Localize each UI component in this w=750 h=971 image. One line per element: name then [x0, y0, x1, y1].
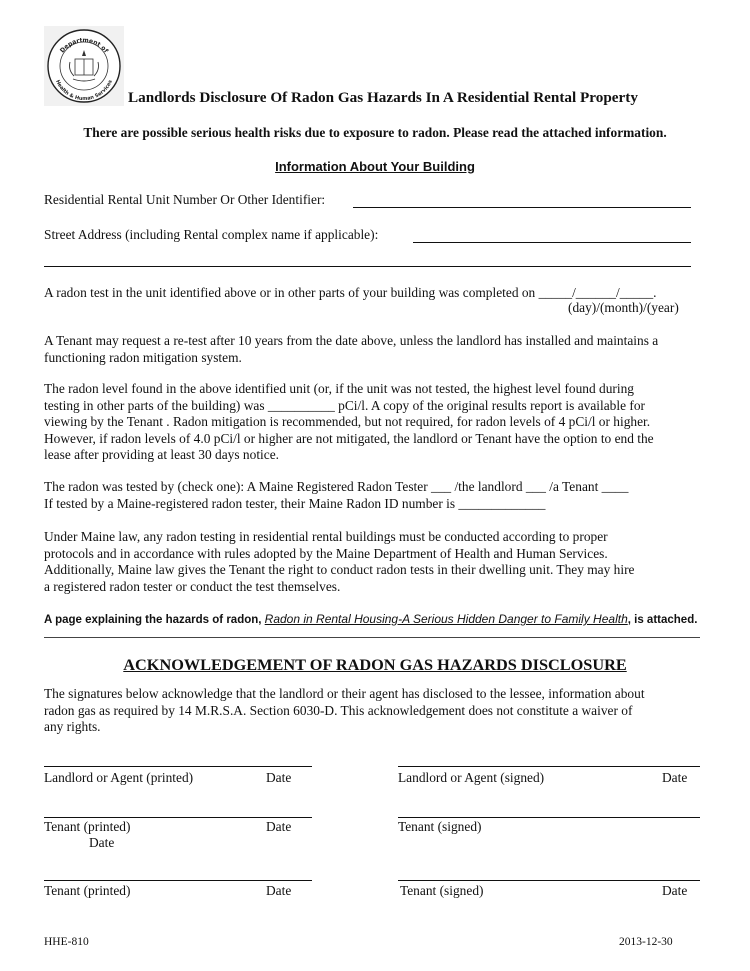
unit-input-line[interactable]	[353, 192, 691, 208]
landlord-printed-date: Date	[266, 770, 292, 785]
tenant2-printed-date: Date	[266, 883, 292, 898]
section-divider	[44, 637, 700, 638]
ack-line-2: radon gas as required by 14 M.R.S.A. Section 6030-D. This acknowledgement does not constitute a waiver of	[44, 702, 633, 718]
ack-line-1: The signatures below acknowledge that the landlord or their agent has disclosed to the lessee, information about	[44, 686, 645, 701]
tenant1-extra-date: Date	[89, 835, 115, 850]
law-line-2: protocols and in accordance with rules adopted by the Maine Department of Health and Human Services.	[44, 545, 608, 561]
maine-law-paragraph	[44, 529, 634, 595]
retest-line-2: functioning radon mitigation system.	[44, 349, 242, 365]
tenant1-signed-label: Tenant (signed)	[398, 819, 482, 834]
tenant1-printed-line[interactable]	[44, 803, 312, 818]
level-line-5: lease after providing at least 30 days notice.	[44, 447, 279, 462]
landlord-signed-label: Landlord or Agent (signed)	[398, 770, 545, 785]
law-line-3: Additionally, Maine law gives the Tenant the right to conduct radon tests in their dwelling unit. They may hire	[44, 562, 635, 577]
retest-line-1: A Tenant may request a re-test after 10 years from the date above, unless the landlord has installed and maintains a	[44, 333, 659, 348]
landlord-signed-line[interactable]	[398, 752, 700, 767]
dhhs-seal	[44, 26, 124, 106]
address-input-line-2[interactable]	[44, 251, 691, 267]
law-line-4: a registered radon tester or conduct the test themselves.	[44, 578, 341, 594]
ack-heading: ACKNOWLEDGEMENT OF RADON GAS HAZARDS DISCLOSURE	[123, 655, 627, 674]
ack-line-3: any rights.	[44, 719, 101, 734]
svg-text:Department of: Department of	[58, 36, 110, 55]
attachment-suffix: , is attached.	[627, 614, 698, 626]
level-line-2: testing in other parts of the building) was __________ pCi/l. A copy of the original results report is available for	[44, 397, 645, 413]
tested-by-line-1: The radon was tested by (check one): A Maine Registered Radon Tester ___ /the landlord ___ /a Tenant ____	[44, 479, 629, 494]
ack-paragraph	[44, 686, 645, 736]
tenant2-printed-label: Tenant (printed)	[44, 883, 131, 898]
tested-by-paragraph	[44, 479, 628, 512]
level-line-4: However, if radon levels of 4.0 pCi/l or higher are not mitigated, the landlord or Tenant have the option to end the	[44, 430, 654, 446]
landlord-printed-line[interactable]	[44, 752, 312, 767]
level-line-3: viewing by the Tenant . Radon mitigation is recommended, but not required, for radon levels of 4 pCi/l or higher.	[44, 414, 651, 429]
form-title: Landlords Disclosure Of Radon Gas Hazards In A Residential Rental Property	[128, 89, 638, 106]
law-line-1: Under Maine law, any radon testing in residential rental buildings must be conducted according to proper	[44, 529, 608, 544]
tenant2-signed-date: Date	[662, 883, 688, 898]
test-date-format: (day)/(month)/(year)	[568, 300, 679, 315]
address-input-line[interactable]	[413, 227, 691, 243]
level-line-1: The radon level found in the above identified unit (or, if the unit was not tested, the highest level found during	[44, 381, 634, 396]
tenant2-printed-line[interactable]	[44, 866, 312, 881]
address-label: Street Address (including Rental complex name if applicable):	[44, 227, 379, 242]
tenant1-printed-date: Date	[266, 819, 292, 834]
tested-by-line-2: If tested by a Maine-registered radon tester, their Maine Radon ID number is _____________	[44, 495, 546, 511]
attachment-note	[44, 612, 697, 626]
landlord-signed-date: Date	[662, 770, 688, 785]
unit-label: Residential Rental Unit Number Or Other Identifier:	[44, 192, 326, 207]
revision-date: 2013-12-30	[619, 936, 673, 948]
test-date-text: A radon test in the unit identified above or in other parts of your building was completed on _____/______/_____.	[44, 285, 657, 300]
attachment-prefix: A page explaining the hazards of radon,	[44, 614, 262, 626]
attachment-link[interactable]: Radon in Rental Housing-A Serious Hidden Danger to Family Health	[264, 612, 628, 626]
svg-text:Health & Human Services: Health & Human Services	[54, 79, 114, 103]
tenant2-signed-label: Tenant (signed)	[400, 883, 484, 898]
tenant2-signed-line[interactable]	[398, 866, 700, 881]
landlord-printed-label: Landlord or Agent (printed)	[44, 770, 194, 785]
tenant1-signed-line[interactable]	[398, 803, 700, 818]
retest-paragraph	[44, 333, 658, 366]
form-id: HHE-810	[44, 936, 89, 948]
health-warning: There are possible serious health risks due to exposure to radon. Please read the attached information.	[83, 125, 667, 140]
radon-level-paragraph	[44, 381, 654, 464]
info-heading: Information About Your Building	[275, 159, 475, 174]
tenant1-printed-label: Tenant (printed)	[44, 819, 131, 834]
